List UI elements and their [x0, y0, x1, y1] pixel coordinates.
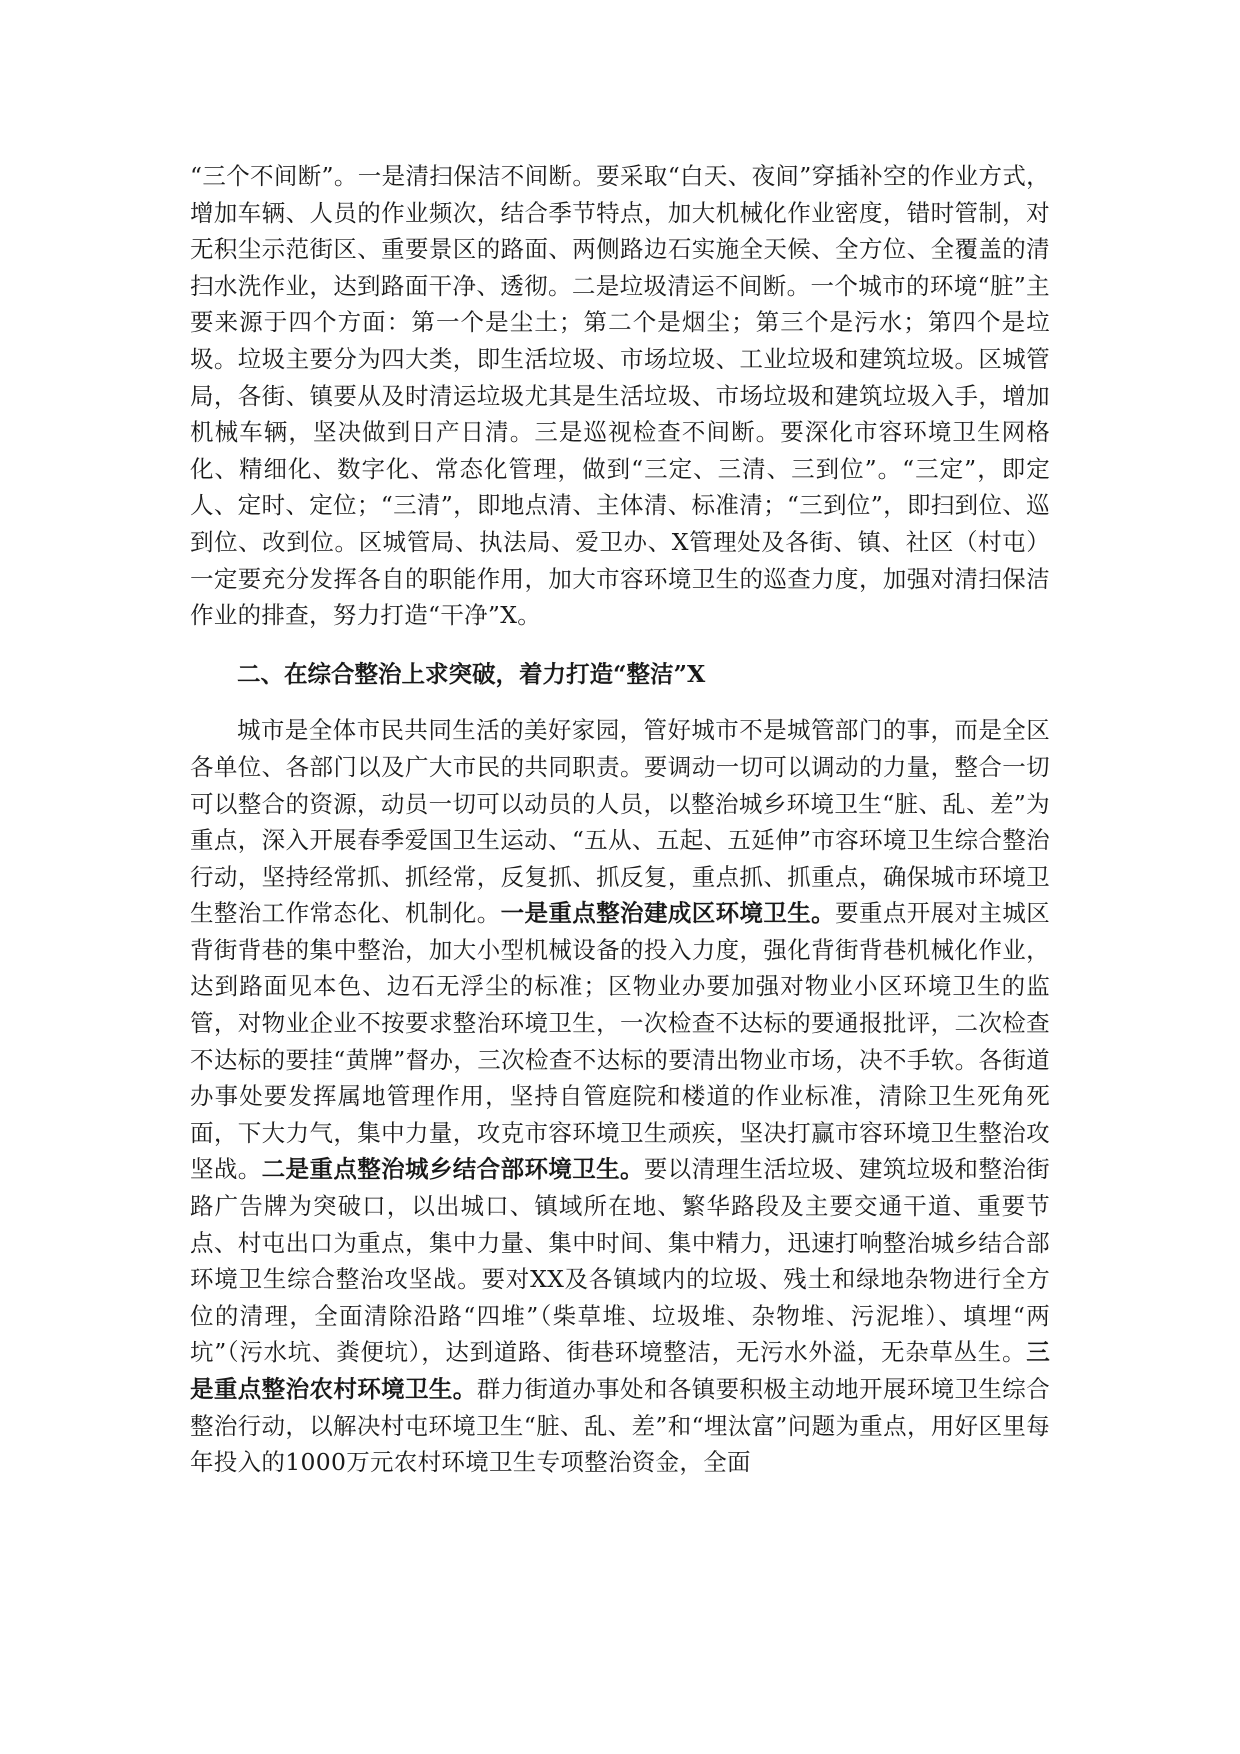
- point3-body: 群力街道办事处和各镇要积极主动地开展环境卫生综合整治行动，以解决村屯环境卫生“脏、乱、差”和“埋汰富”问题为重点，用好区里每年投入的1000万元农村环境卫生专项整治资金，全面: [190, 1375, 1050, 1477]
- point3-title: 三是重点整治农村环境卫生。: [190, 1338, 1050, 1403]
- section1-continuation-paragraph: “三个不间断”。一是清扫保洁不间断。要采取“白天、夜间”穿插补空的作业方式，增加车辆、人员的作业频次，结合季节特点，加大机械化作业密度，错时管制，对无积尘示范街区、重要景区的路面、两侧路边石实施全天候、全方位、全覆盖的清扫水洗作业，达到路面干净、透彻。二是垃圾清运不间断。一个城市的环境“脏”主要来源于四个方面：第一个是尘土；第二个是烟尘；第三个是污水；第四个是垃圾。垃圾主要分为四大类，即生活垃圾、市场垃圾、工业垃圾和建筑垃圾。区城管局，各街、镇要从及时清运垃圾尤其是生活垃圾、市场垃圾和建筑垃圾入手，增加机械车辆，坚决做到日产日清。三是巡视检查不间断。要深化市容环境卫生网格化、精细化、数字化、常态化管理，做到“三定、三清、三到位”。“三定”，即定人、定时、定位；“三清”，即地点清、主体清、标准清；“三到位”，即扫到位、巡到位、改到位。区城管局、执法局、爱卫办、X管理处及各街、镇、社区（村屯）一定要充分发挥各自的职能作用，加大市容环境卫生的巡查力度，加强对清扫保洁作业的排查，努力打造“干净”X。: [190, 162, 1050, 630]
- section2-body-paragraph: [190, 712, 1050, 1480]
- point1-body: 要重点开展对主城区背街背巷的集中整治，加大小型机械设备的投入力度，强化背街背巷机械化作业，达到路面见本色、边石无浮尘的标准；区物业办要加强对物业小区环境卫生的监管，对物业企业不按要求整治环境卫生，一次检查不达标的要通报批评，二次检查不达标的要挂“黄牌”督办，三次检查不达标的要清出物业市场，决不手软。各街道办事处要发挥属地管理作用，坚持自管庭院和楼道的作业标准，清除卫生死角死面，下大力气，集中力量，攻克市容环境卫生顽疾，坚决打赢市容环境卫生整治攻坚战。: [190, 899, 1051, 1184]
- point2-title: 二是重点整治城乡结合部环境卫生。: [261, 1155, 644, 1184]
- spacer: [190, 692, 1050, 712]
- document-page: [190, 158, 1050, 1481]
- section2-heading: 二、在综合整治上求突破，着力打造“整洁”X: [237, 659, 706, 688]
- section2-intro-text: 城市是全体市民共同生活的美好家园，管好城市不是城管部门的事，而是全区各单位、各部门以及广大市民的共同职责。要调动一切可以调动的力量，整合一切可以整合的资源，动员一切可以动员的人员，以整治城乡环境卫生“脏、乱、差”为重点，深入开展春季爱国卫生运动、“五从、五起、五延伸”市容环境卫生综合整治行动，坚持经常抓、抓经常，反复抓、抓反复，重点抓、抓重点，确保城市环境卫生整治工作常态化、机制化。: [190, 716, 1050, 928]
- point1-title: 一是重点整治建成区环境卫生。: [500, 899, 836, 928]
- spacer: [190, 634, 1050, 656]
- point2-body: 要以清理生活垃圾、建筑垃圾和整治街路广告牌为突破口，以出城口、镇域所在地、繁华路段及主要交通干道、重要节点、村屯出口为重点，集中力量、集中时间、集中精力，迅速打响整治城乡结合部环境卫生综合整治攻坚战。要对XX及各镇域内的垃圾、残土和绿地杂物进行全方位的清理，全面清除沿路“四堆”（柴草堆、垃圾堆、杂物堆、污泥堆）、填埋“两坑”（污水坑、粪便坑），达到道路、街巷环境整洁，无污水外溢，无杂草丛生。: [190, 1155, 1050, 1367]
